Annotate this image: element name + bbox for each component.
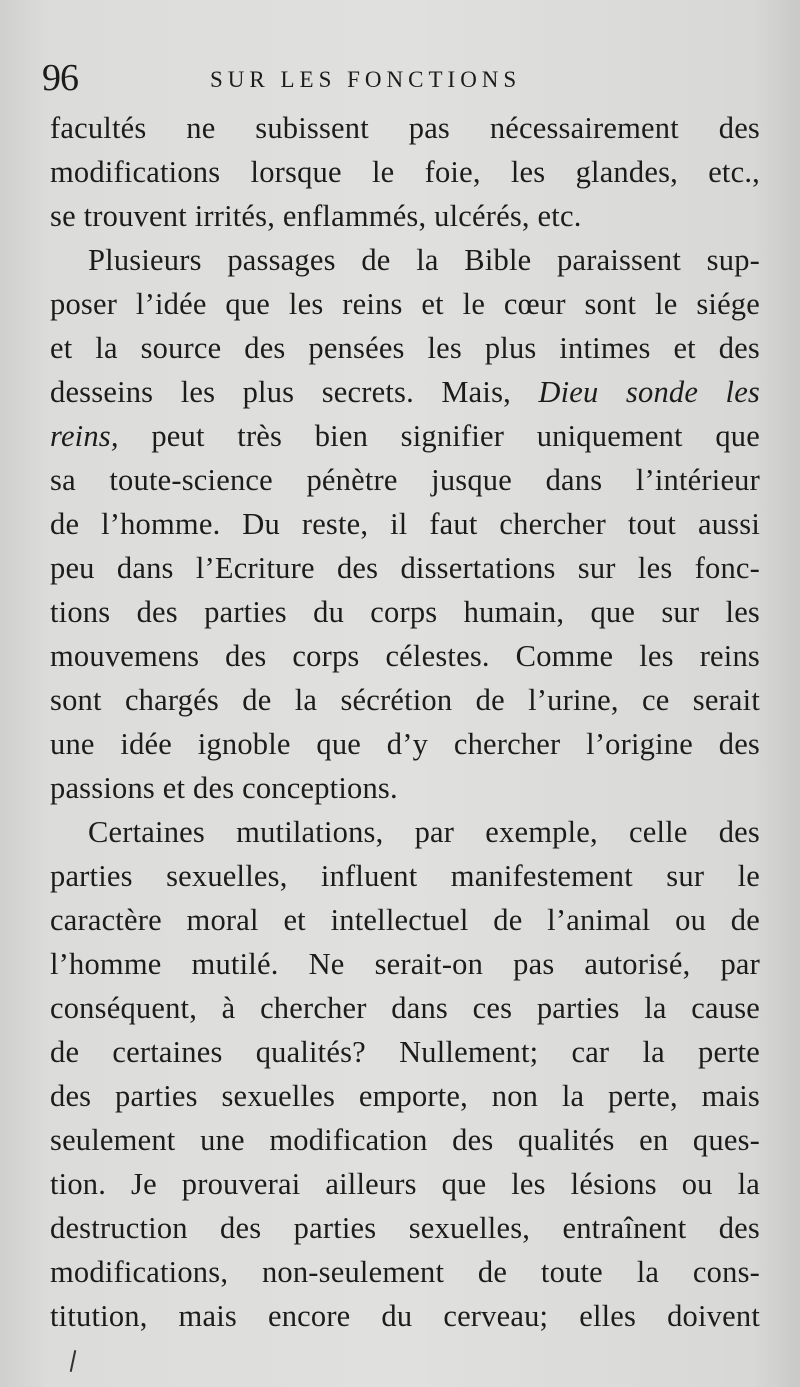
page-number: 96 bbox=[42, 57, 78, 99]
running-title: SUR LES FONCTIONS bbox=[210, 67, 522, 92]
text-line: poser l’idée que les reins et le cœur sont le siége bbox=[50, 287, 760, 321]
text-line: destruction des parties sexuelles, entraînent des bbox=[50, 1211, 760, 1245]
text-line: et la source des pensées les plus intimes et des bbox=[50, 331, 760, 365]
text-line: passions et des conceptions. bbox=[50, 771, 398, 805]
page-header bbox=[40, 56, 760, 100]
text-line bbox=[50, 370, 760, 414]
margin-mark bbox=[70, 1350, 77, 1372]
text-line: caractère moral et intellectuel de l’animal ou de bbox=[50, 903, 760, 937]
text-line: une idée ignoble que d’y chercher l’origine des bbox=[50, 727, 760, 761]
text-line: modifications, non-seulement de toute la cons- bbox=[50, 1255, 760, 1289]
text-line: peu dans l’Ecriture des dissertations sur les fonc- bbox=[50, 551, 760, 585]
text-line: tion. Je prouverai ailleurs que les lésions ou la bbox=[50, 1167, 760, 1201]
text-line: conséquent, à chercher dans ces parties la cause bbox=[50, 991, 760, 1025]
text-line: facultés ne subissent pas nécessairement des bbox=[50, 111, 760, 145]
text-line: des parties sexuelles emporte, non la perte, mais bbox=[50, 1079, 760, 1113]
text-line: seulement une modification des qualités en ques- bbox=[50, 1123, 760, 1157]
text-line: Certaines mutilations, par exemple, celle des bbox=[88, 815, 760, 849]
text-line: parties sexuelles, influent manifestement sur le bbox=[50, 859, 760, 893]
italic-phrase: Dieu sonde les bbox=[538, 375, 761, 409]
text-line: Plusieurs passages de la Bible paraissent sup- bbox=[88, 243, 760, 277]
text-line: sont chargés de la sécrétion de l’urine, ce serait bbox=[50, 683, 760, 717]
text-line: de l’homme. Du reste, il faut chercher tout aussi bbox=[50, 507, 760, 541]
text-line: de certaines qualités? Nullement; car la perte bbox=[50, 1035, 760, 1069]
text-segment: peut très bien signifier uniquement que bbox=[151, 419, 760, 453]
text-line: mouvemens des corps célestes. Comme les reins bbox=[50, 639, 760, 673]
text-segment: desseins les plus secrets. Mais, bbox=[50, 375, 511, 409]
text-line: se trouvent irrités, enflammés, ulcérés, etc. bbox=[50, 199, 582, 233]
text-line: modifications lorsque le foie, les glandes, etc., bbox=[50, 155, 760, 189]
text-line: sa toute-science pénètre jusque dans l’intérieur bbox=[50, 463, 760, 497]
body-text bbox=[50, 106, 760, 1338]
italic-phrase: reins, bbox=[50, 419, 119, 453]
text-line: titution, mais encore du cerveau; elles doivent bbox=[50, 1299, 760, 1333]
text-line: l’homme mutilé. Ne serait-on pas autorisé, par bbox=[50, 947, 760, 981]
text-line: tions des parties du corps humain, que sur les bbox=[50, 595, 760, 629]
text-line bbox=[50, 414, 760, 458]
